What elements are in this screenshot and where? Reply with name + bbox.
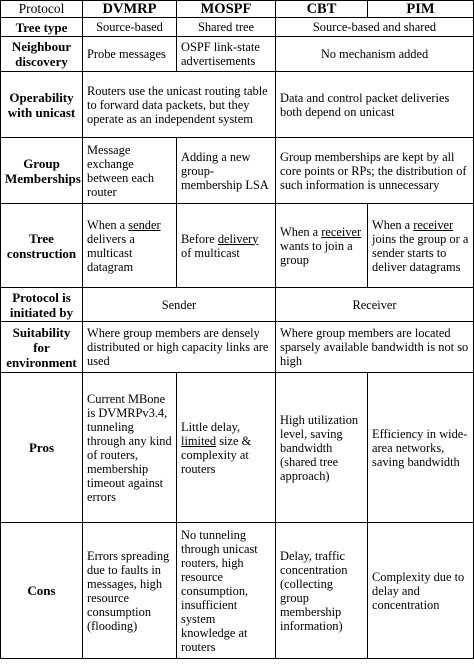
row-pros xyxy=(1,373,474,523)
row-operability xyxy=(1,72,474,138)
header-mospf: MOSPF xyxy=(177,1,276,18)
cell-pros-mospf: Little delay, limited size & complexity at routers xyxy=(177,373,276,523)
row-group xyxy=(1,138,474,204)
cell-group-dvmrp: Message exchange between each router xyxy=(83,138,177,204)
row-cons xyxy=(1,523,474,659)
cell-tree-type-cbt-pim: Source-based and shared xyxy=(276,18,474,37)
cell-operability-cbt-pim: Data and control packet deliveries both depend on unicast xyxy=(276,72,474,138)
cell-pros-pim: Efficiency in wide-area networks, saving bandwidth xyxy=(368,373,474,523)
row-label-pros: Pros xyxy=(1,373,83,523)
header-protocol: Protocol xyxy=(1,1,83,18)
cell-operability-dvmrp-mospf: Routers use the unicast routing table to forward data packets, but they operate as an independent system xyxy=(83,72,276,138)
header-dvmrp: DVMRP xyxy=(83,1,177,18)
cell-cons-cbt: Delay, traffic concentration (collecting group membership information) xyxy=(276,523,368,659)
cell-initiated-dvmrp-mospf: Sender xyxy=(83,288,276,322)
cell-cons-mospf: No tunneling through unicast routers, high resource consumption, insufficient system knowledge at routers xyxy=(177,523,276,659)
row-label-initiated: Protocol is initiated by xyxy=(1,288,83,322)
cell-tree-type-mospf: Shared tree xyxy=(177,18,276,37)
row-label-tree-type: Tree type xyxy=(1,18,83,37)
cell-pros-cbt: High utilization level, saving bandwidth (shared tree approach) xyxy=(276,373,368,523)
cell-cons-pim: Complexity due to delay and concentration xyxy=(368,523,474,659)
row-tree-construction xyxy=(1,204,474,288)
row-label-tree-construction: Tree construction xyxy=(1,204,83,288)
cell-tree-construction-dvmrp: When a sender delivers a multicast datagram xyxy=(83,204,177,288)
row-label-group: Group Memberships xyxy=(1,138,83,204)
row-label-cons: Cons xyxy=(1,523,83,659)
cell-initiated-cbt-pim: Receiver xyxy=(276,288,474,322)
cell-tree-type-dvmrp: Source-based xyxy=(83,18,177,37)
row-tree-type xyxy=(1,18,474,37)
cell-pros-dvmrp: Current MBone is DVMRPv3.4, tunneling through any kind of routers, membership timeout against errors xyxy=(83,373,177,523)
cell-tree-construction-pim: When a receiver joins the group or a sender starts to deliver datagrams xyxy=(368,204,474,288)
cell-tree-construction-cbt: When a receiver wants to join a group xyxy=(276,204,368,288)
row-label-neighbour: Neighbour discovery xyxy=(1,37,83,72)
header-row xyxy=(1,1,474,18)
row-neighbour xyxy=(1,37,474,72)
cell-neighbour-dvmrp: Probe messages xyxy=(83,37,177,72)
row-label-operability: Operability with unicast xyxy=(1,72,83,138)
cell-neighbour-cbt-pim: No mechanism added xyxy=(276,37,474,72)
row-label-suitability: Suitability for environment xyxy=(1,322,83,373)
cell-suitability-cbt-pim: Where group members are located sparsely available bandwidth is not so high xyxy=(276,322,474,373)
header-cbt: CBT xyxy=(276,1,368,18)
cell-group-mospf: Adding a new group-membership LSA xyxy=(177,138,276,204)
cell-neighbour-mospf: OSPF link-state advertisements xyxy=(177,37,276,72)
cell-group-cbt-pim: Group memberships are kept by all core points or RPs; the distribution of such information is unnecessary xyxy=(276,138,474,204)
cell-cons-dvmrp: Errors spreading due to faults in messages, high resource consumption (flooding) xyxy=(83,523,177,659)
cell-suitability-dvmrp-mospf: Where group members are densely distributed or high capacity links are used xyxy=(83,322,276,373)
header-pim: PIM xyxy=(368,1,474,18)
row-initiated xyxy=(1,288,474,322)
cell-tree-construction-mospf: Before delivery of multicast xyxy=(177,204,276,288)
row-suitability xyxy=(1,322,474,373)
